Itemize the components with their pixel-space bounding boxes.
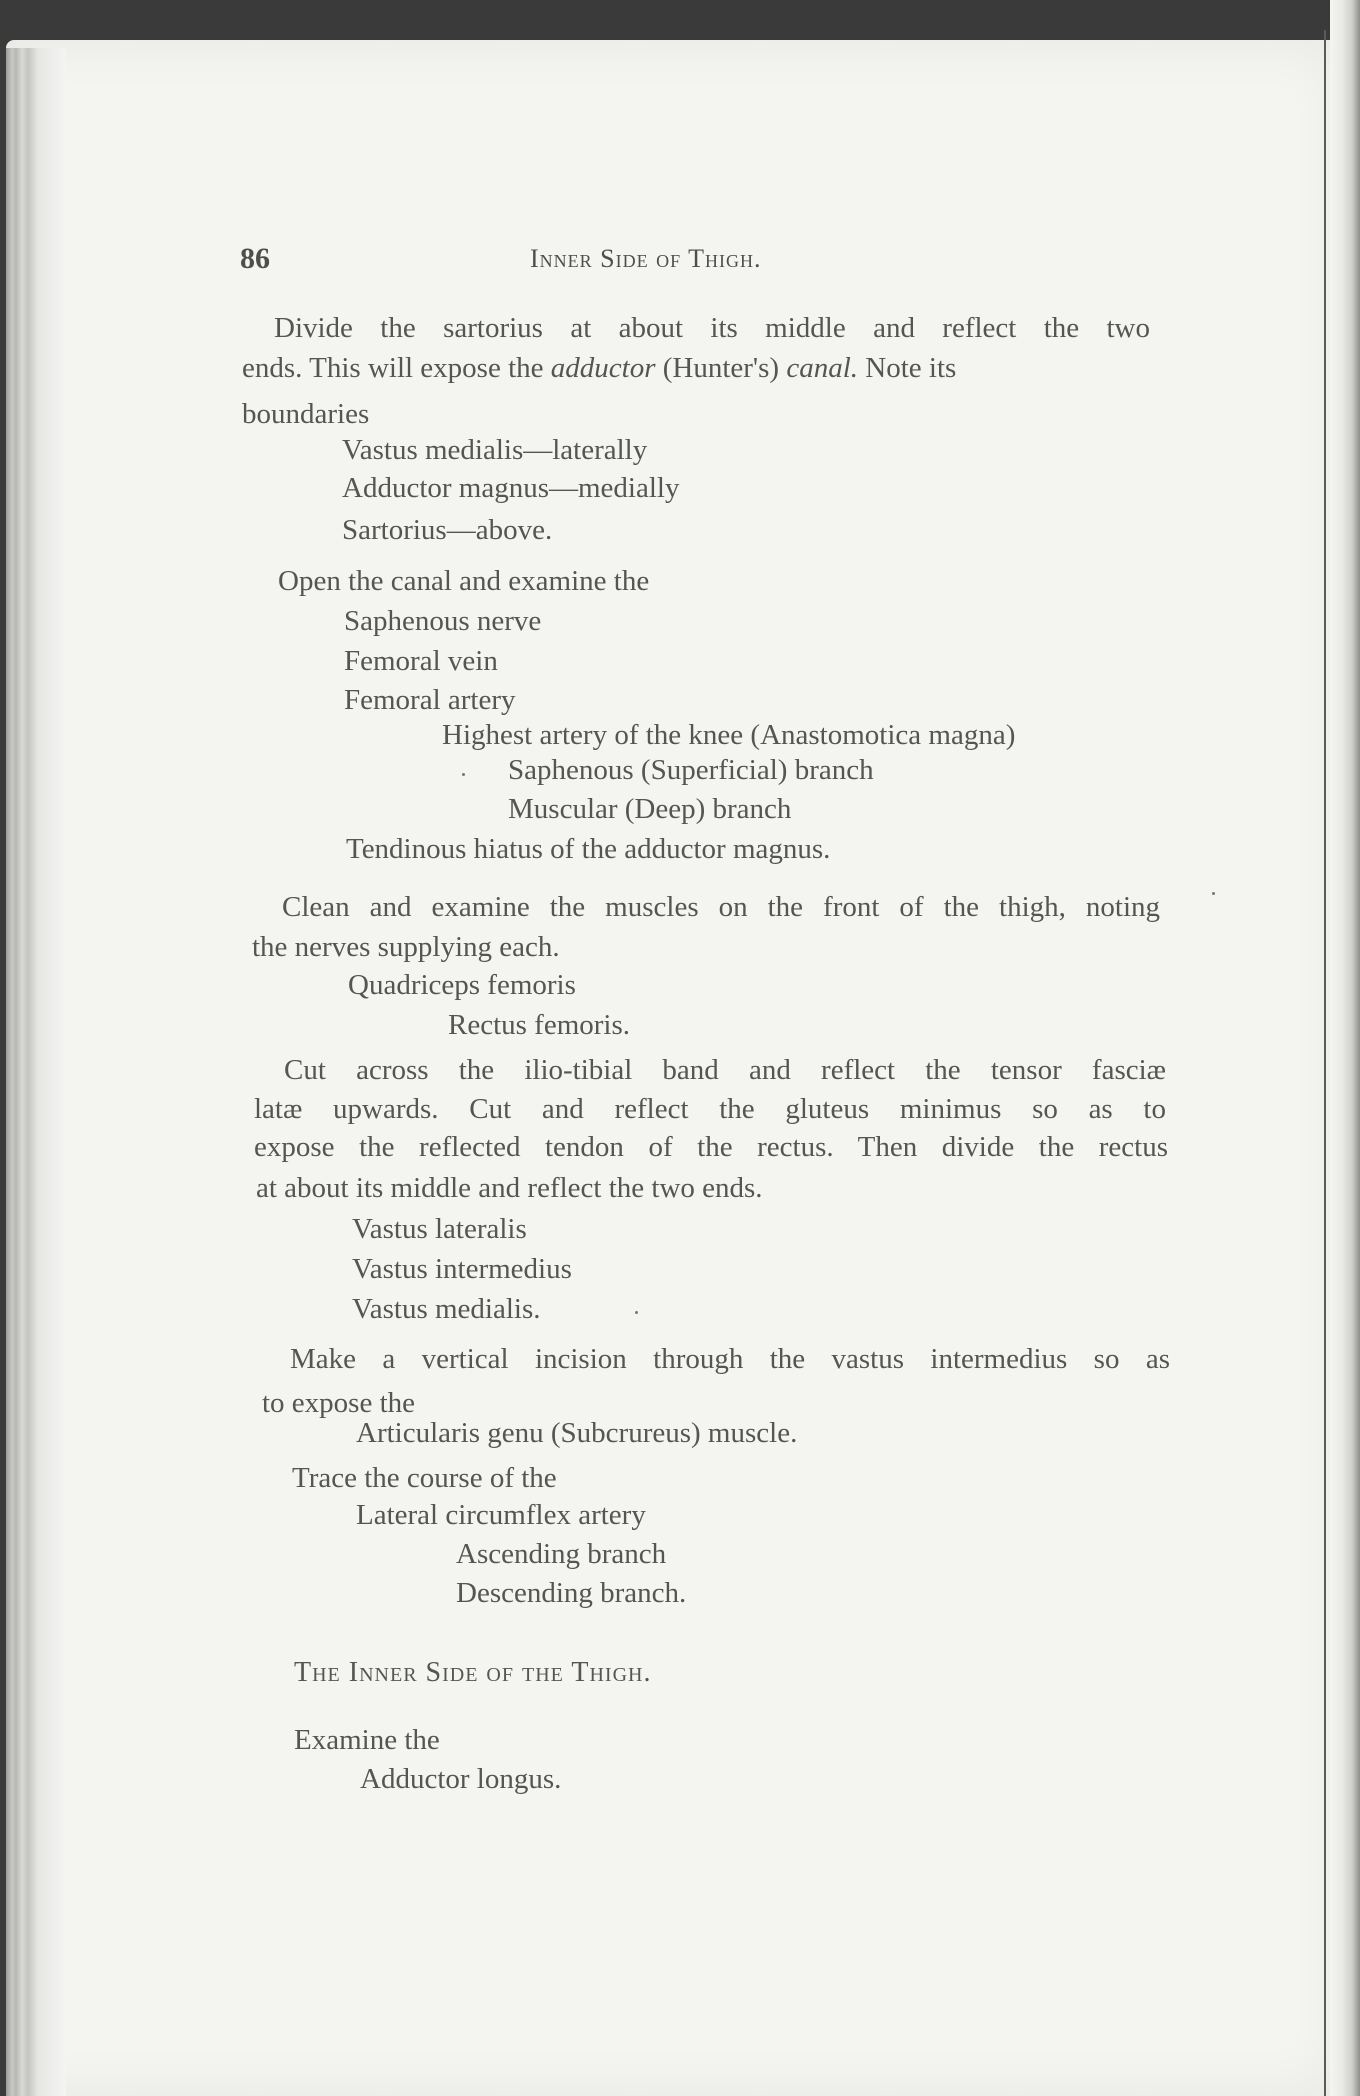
text-line: Vastus medialis—laterally <box>342 434 648 466</box>
text-line: Highest artery of the knee (Anastomotica magna) <box>442 719 1016 751</box>
italic-term-canal: canal. <box>786 352 859 384</box>
text-span: (Hunter's) <box>655 352 787 384</box>
text-line: Open the canal and examine the <box>278 565 650 597</box>
page-number: 86 <box>240 242 270 275</box>
paper-speck <box>1212 892 1215 895</box>
text-span: ends. This will expose the <box>242 352 551 384</box>
text-line: Rectus femoris. <box>448 1009 631 1041</box>
text-line: Muscular (Deep) branch <box>508 793 792 825</box>
text-line: Adductor magnus—medially <box>342 472 680 504</box>
text-line: Adductor longus. <box>360 1763 562 1795</box>
text-line: Quadriceps femoris <box>348 969 576 1001</box>
text-line: Trace the course of the <box>292 1462 557 1494</box>
text-line: Femoral vein <box>344 645 498 677</box>
text-line: Clean and examine the muscles on the front of the thigh, noting <box>282 891 1160 923</box>
text-line: Cut across the ilio-tibial band and reflect the tensor fasciæ <box>284 1054 1166 1086</box>
text-span: Note its <box>858 352 957 384</box>
text-line: expose the reflected tendon of the rectus. Then divide the rectus <box>254 1131 1168 1163</box>
paper-speck <box>462 773 465 776</box>
text-line: to expose the <box>262 1387 416 1419</box>
text-line: Femoral artery <box>344 684 516 716</box>
text-line: Make a vertical incision through the vastus intermedius so as <box>290 1343 1170 1375</box>
text-line: boundaries <box>242 398 370 430</box>
section-heading: The Inner Side of the Thigh. <box>294 1657 652 1688</box>
italic-term-adductor: adductor <box>550 352 656 384</box>
text-line: the nerves supplying each. <box>252 931 560 963</box>
text-line: Sartorius—above. <box>342 514 553 546</box>
text-line: Vastus medialis. <box>352 1293 541 1325</box>
text-line: Descending branch. <box>456 1577 687 1609</box>
text-line: Vastus intermedius <box>352 1253 572 1285</box>
running-title: Inner Side of Thigh. <box>530 244 762 273</box>
text-line: Ascending branch <box>456 1538 667 1570</box>
text-line: Divide the sartorius at about its middle and reflect the two <box>274 312 1150 344</box>
text-line: Examine the <box>294 1724 440 1756</box>
text-line: Tendinous hiatus of the adductor magnus. <box>346 833 831 865</box>
paper-speck <box>635 1311 638 1314</box>
text-line <box>242 351 956 385</box>
text-line: at about its middle and reflect the two ends. <box>256 1172 763 1204</box>
text-line: Lateral circumflex artery <box>356 1499 646 1531</box>
text-line: Vastus lateralis <box>352 1213 527 1245</box>
text-line: Saphenous nerve <box>344 605 542 637</box>
text-line: latæ upwards. Cut and reflect the gluteus minimus so as to <box>254 1093 1166 1125</box>
text-line: Articularis genu (Subcrureus) muscle. <box>356 1417 798 1449</box>
text-line: Saphenous (Superficial) branch <box>508 754 874 786</box>
